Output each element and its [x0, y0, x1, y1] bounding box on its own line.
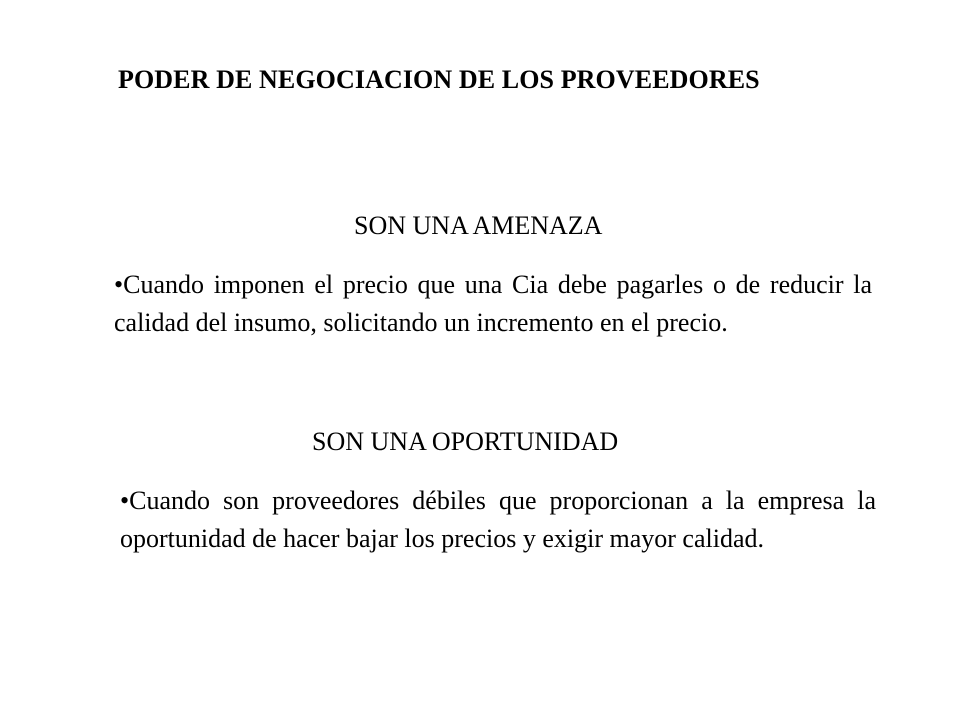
- slide-title: PODER DE NEGOCIACION DE LOS PROVEEDORES: [118, 65, 760, 94]
- threat-bullet-point: [114, 266, 872, 342]
- bullet-icon: •: [114, 270, 124, 299]
- bullet-icon: •: [120, 486, 130, 515]
- threat-bullet-text: Cuando imponen el precio que una Cia debe pagarles o de reducir la calidad del insumo, solicitando un incremento en el precio.: [114, 270, 872, 337]
- opportunity-bullet-text: Cuando son proveedores débiles que proporcionan a la empresa la oportunidad de hacer bajar los precios y exigir mayor calidad.: [120, 486, 876, 553]
- opportunity-bullet-point: [120, 482, 876, 558]
- opportunity-heading: SON UNA OPORTUNIDAD: [312, 427, 619, 456]
- threat-heading: SON UNA AMENAZA: [354, 211, 603, 240]
